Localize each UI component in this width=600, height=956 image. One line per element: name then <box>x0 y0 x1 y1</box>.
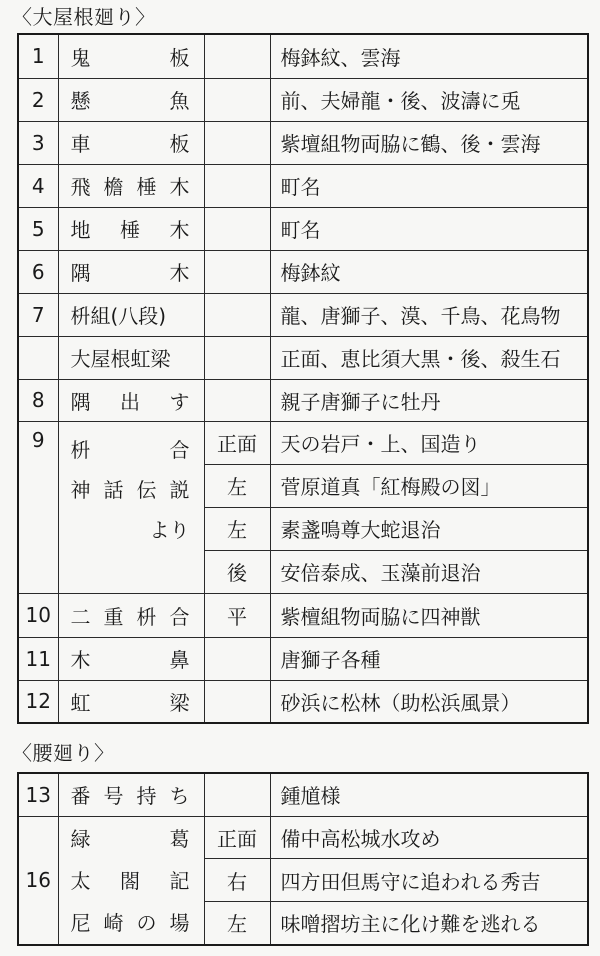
position <box>204 207 270 250</box>
part-name: 車板 <box>58 121 204 164</box>
koshi-table <box>17 772 589 946</box>
part-name: 懸魚 <box>58 78 204 121</box>
position: 平 <box>204 593 270 637</box>
row-number: 4 <box>18 164 58 207</box>
table-row <box>18 164 588 207</box>
part-name: 隅木 <box>58 250 204 293</box>
position <box>204 293 270 336</box>
part-name: 木鼻 <box>58 637 204 680</box>
description: 菅原道真「紅梅殿の図」 <box>270 464 588 507</box>
part-name-line: 神話伝説 <box>70 477 190 502</box>
position: 正面 <box>204 421 270 464</box>
part-name-line: 尼崎の場 <box>70 910 190 935</box>
table-row <box>18 593 588 637</box>
position: 左 <box>204 507 270 550</box>
position <box>204 637 270 680</box>
description: 四方田但馬守に追われる秀吉 <box>270 859 588 902</box>
table-row <box>18 336 588 379</box>
description: 安倍泰成、玉藻前退治 <box>270 550 588 593</box>
part-name: 虹梁 <box>58 680 204 723</box>
row-number: 16 <box>18 816 58 945</box>
table-row <box>18 421 588 464</box>
description: 町名 <box>270 207 588 250</box>
description: 前、夫婦龍・後、波濤に兎 <box>270 78 588 121</box>
table-row <box>18 637 588 680</box>
part-name: 枡組(八段) <box>58 293 204 336</box>
position <box>204 773 270 816</box>
description: 梅鉢紋 <box>270 250 588 293</box>
description: 唐獅子各種 <box>270 637 588 680</box>
table-row <box>18 680 588 723</box>
oyane-table <box>17 33 589 724</box>
position <box>204 164 270 207</box>
position: 右 <box>204 859 270 902</box>
row-number: 3 <box>18 121 58 164</box>
table-row <box>18 34 588 78</box>
part-name-line: 枡合 <box>70 437 190 462</box>
oyane-table-body <box>18 34 588 723</box>
row-number <box>18 336 58 379</box>
description: 鍾馗様 <box>270 773 588 816</box>
part-name-line: 緑葛 <box>70 826 190 851</box>
description: 天の岩戸・上、国造り <box>270 421 588 464</box>
table-row <box>18 121 588 164</box>
description: 砂浜に松林（助松浜風景） <box>270 680 588 723</box>
description: 梅鉢紋、雲海 <box>270 34 588 78</box>
row-number: 12 <box>18 680 58 723</box>
section-heading-oyane: 〈大屋根廻り〉 <box>12 5 156 29</box>
table-row <box>18 78 588 121</box>
position <box>204 250 270 293</box>
table-row <box>18 773 588 816</box>
section-heading-koshi: 〈腰廻り〉 <box>12 741 115 765</box>
part-name-line: 太閤記 <box>70 868 190 893</box>
part-name-stack <box>58 816 204 945</box>
position: 正面 <box>204 816 270 859</box>
position <box>204 680 270 723</box>
part-name-stack <box>58 421 204 593</box>
row-number: 11 <box>18 637 58 680</box>
table-row <box>18 379 588 421</box>
table-row <box>18 816 588 859</box>
row-number: 13 <box>18 773 58 816</box>
table-row <box>18 250 588 293</box>
position: 後 <box>204 550 270 593</box>
position <box>204 379 270 421</box>
row-number: 2 <box>18 78 58 121</box>
position: 左 <box>204 902 270 945</box>
description: 親子唐獅子に牡丹 <box>270 379 588 421</box>
table-row <box>18 207 588 250</box>
description: 龍、唐獅子、漠、千鳥、花鳥物 <box>270 293 588 336</box>
description: 紫檀組物両脇に四神獣 <box>270 593 588 637</box>
part-name: 二重枡合 <box>58 593 204 637</box>
position: 左 <box>204 464 270 507</box>
row-number: 6 <box>18 250 58 293</box>
description: 紫壇組物両脇に鶴、後・雲海 <box>270 121 588 164</box>
part-name: 番号持ち <box>58 773 204 816</box>
position <box>204 121 270 164</box>
part-name: 鬼板 <box>58 34 204 78</box>
row-number: 7 <box>18 293 58 336</box>
row-number: 9 <box>18 421 58 593</box>
row-number: 5 <box>18 207 58 250</box>
position <box>204 336 270 379</box>
description: 備中高松城水攻め <box>270 816 588 859</box>
description: 素盞鳴尊大蛇退治 <box>270 507 588 550</box>
row-number: 1 <box>18 34 58 78</box>
position <box>204 78 270 121</box>
row-number: 10 <box>18 593 58 637</box>
description: 味噌摺坊主に化け難を逃れる <box>270 902 588 945</box>
koshi-table-body <box>18 773 588 945</box>
description: 町名 <box>270 164 588 207</box>
position <box>204 34 270 78</box>
table-row <box>18 293 588 336</box>
description: 正面、恵比須大黒・後、殺生石 <box>270 336 588 379</box>
part-name: 大屋根虹梁 <box>58 336 204 379</box>
part-name: 飛檐棰木 <box>58 164 204 207</box>
row-number: 8 <box>18 379 58 421</box>
part-name-line: より <box>149 517 190 542</box>
part-name: 隅出す <box>58 379 204 421</box>
part-name: 地棰木 <box>58 207 204 250</box>
